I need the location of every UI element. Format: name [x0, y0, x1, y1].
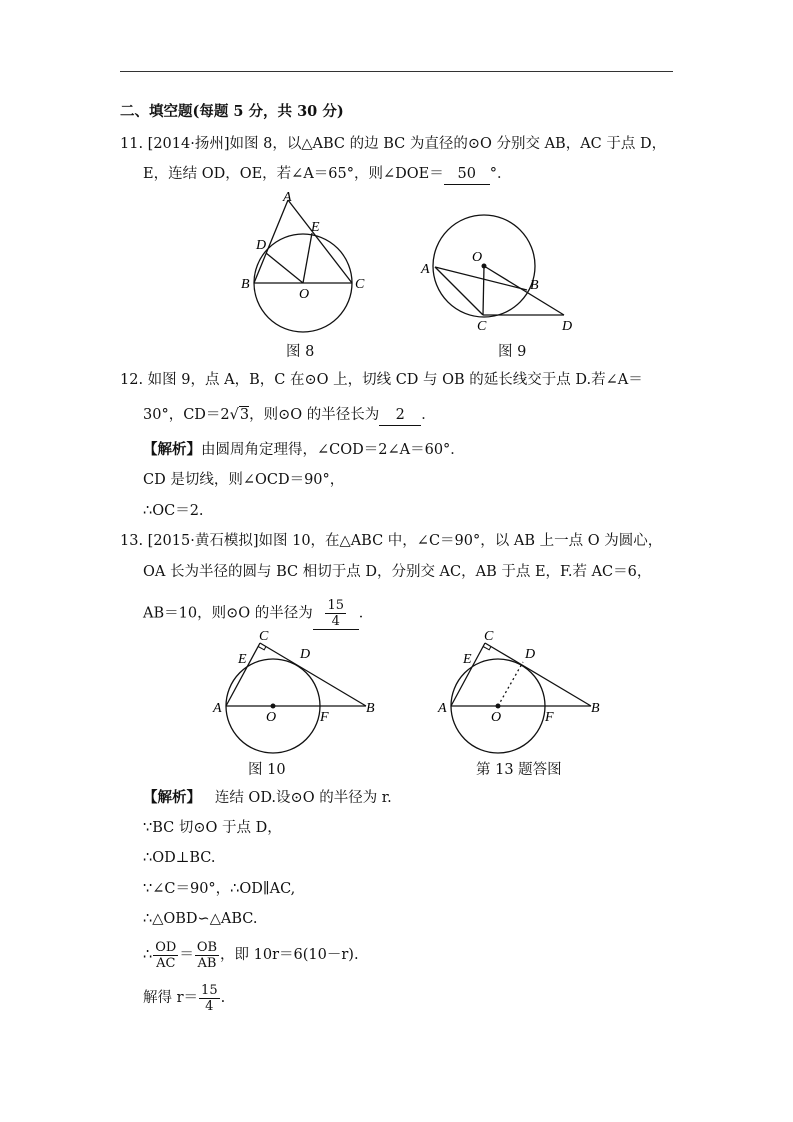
header-rule [120, 71, 673, 72]
q13-source: [2015·黄石模拟] [147, 533, 259, 549]
q13-fraction-2-numerator: OB [196, 939, 218, 955]
q13-answer-denominator: 4 [331, 614, 340, 629]
q12-text-end: ． [421, 407, 436, 423]
q13-fraction-od-ac [153, 940, 178, 971]
fig9-segment-ab [435, 267, 527, 290]
fig8-label-c: C [355, 277, 365, 292]
q13-analysis-3: ∴OD⊥BC. [143, 850, 216, 866]
fig13-dotted-od [498, 662, 523, 706]
q13-equals: ＝ [179, 947, 194, 963]
fig13-label-o: O [491, 710, 502, 725]
q13-text-3a: AB＝10，则⊙O 的半径为 [143, 605, 313, 622]
q13-analysis-1 [143, 788, 392, 808]
fig13-right-angle-mark [483, 646, 491, 650]
fig9-caption: 图 9 [498, 344, 527, 360]
sqrt-sign: √ [229, 407, 239, 423]
fig13-center-dot [496, 704, 501, 709]
q11-answer-blank: 50 [444, 164, 490, 185]
q13-fraction-2-denominator: AB [197, 955, 217, 971]
q13-analysis-5: ∴△OBD∽△ABC. [143, 911, 258, 927]
fig10-label-e: E [238, 652, 247, 667]
fig10-label-o: O [266, 710, 277, 725]
fig10-label-f: F [320, 710, 329, 725]
q13-analysis-text-1: 连结 OD.设⊙O 的半径为 r. [214, 790, 392, 806]
q11-text-2: E，连结 OD，OE，若∠A＝65°，则∠DOE＝ [143, 166, 444, 182]
q12-text-2a: 30°，CD＝2 [143, 407, 230, 423]
fig8-segment-ac [288, 200, 352, 283]
q13-line-1 [120, 531, 662, 551]
q12-answer-blank: 2 [379, 405, 421, 426]
fig13-label-c: C [484, 629, 494, 644]
q11-text-end: °． [489, 166, 512, 182]
fig10-center-dot [271, 704, 276, 709]
fig8-label-o: O [299, 287, 310, 302]
q13-analysis-6 [143, 935, 359, 975]
q12-analysis-text-1: 由圆周角定理得，∠COD＝2∠A＝60°． [201, 442, 465, 458]
fig10-label-c: C [259, 629, 269, 644]
fig13-label-e: E [463, 652, 472, 667]
q13-answer-numerator: 15 [327, 598, 344, 613]
q11-number: 11. [120, 136, 144, 152]
q13-text-end: ． [358, 605, 374, 622]
fig8-label-e: E [311, 220, 320, 235]
q13-text-1: 如图 10，在△ABC 中，∠C＝90°，以 AB 上一点 O 为圆心， [258, 533, 663, 549]
q13-analysis-2: ∵BC 切⊙O 于点 D， [143, 820, 282, 836]
q13-analysis-tag: 【解析】 [143, 789, 201, 806]
q13-fraction-1-numerator: OD [155, 939, 177, 955]
fig10-label-d: D [300, 647, 311, 662]
fig8-label-b: B [241, 277, 250, 292]
q12-text-2b: ，则⊙O 的半径长为 [249, 407, 380, 423]
fig8-segment-od [266, 253, 303, 283]
fig10-label-a: A [213, 701, 222, 716]
fig13-label-d: D [525, 647, 536, 662]
q12-number: 12. [120, 372, 144, 388]
fig9-label-d: D [562, 319, 573, 334]
fig9-label-a: A [421, 262, 430, 277]
q12-analysis-1 [143, 440, 465, 460]
q12-text-1: 如图 9，点 A，B，C 在⊙O 上，切线 CD 与 OB 的延长线交于点 D.若∠A＝ [147, 372, 643, 388]
fig8-label-a: A [283, 190, 292, 205]
q12-analysis-2: CD 是切线，则∠OCD＝90°， [143, 472, 345, 488]
fig9-segment-oc [483, 266, 484, 315]
figure-10 [208, 625, 383, 755]
q11-line-2 [143, 164, 512, 185]
q12-analysis-3: ∴OC＝2. [143, 503, 204, 519]
q13-analysis-4: ∵∠C＝90°，∴OD∥AC, [143, 881, 296, 897]
q13-solve-text: 解得 r＝ [143, 990, 199, 1006]
fig9-label-b: B [530, 278, 539, 293]
fig9-label-o: O [472, 250, 483, 265]
q13-fraction-ob-ab [195, 940, 219, 971]
q13-therefore: ∴ [143, 947, 153, 963]
fig8-caption: 图 8 [286, 344, 315, 360]
figure-8 [236, 185, 376, 335]
figure-13-answer [433, 625, 608, 755]
fig13-label-b: B [591, 701, 600, 716]
fig9-center-dot [482, 264, 487, 269]
q12-sqrt-value: 3 [239, 407, 250, 423]
q11-text-1: 如图 8，以△ABC 的边 BC 为直径的⊙O 分别交 AB，AC 于点 D， [229, 136, 667, 152]
section-title: 二、填空题(每题 5 分，共 30 分) [120, 103, 344, 120]
q13-result-numerator: 15 [201, 982, 218, 998]
q13-number: 13. [120, 533, 144, 549]
fig9-segment-od [484, 266, 564, 315]
fig10-segment-cb [260, 643, 366, 706]
q13-result-fraction [199, 983, 220, 1014]
q11-line-1 [120, 134, 666, 154]
q13-equation-text: ，即 10r＝6(10－r). [220, 947, 359, 963]
q13-fraction-1-denominator: AC [156, 955, 176, 971]
fig9-segment-ac [435, 267, 483, 315]
q13-result-denominator: 4 [205, 998, 214, 1014]
q11-source: [2014·扬州] [147, 136, 230, 152]
fig13-segment-cb [485, 643, 591, 706]
fig10-caption: 图 10 [248, 762, 286, 778]
fig9-label-c: C [477, 319, 487, 334]
fig8-label-d: D [256, 238, 267, 253]
q12-line-1 [120, 370, 643, 390]
q13-analysis-7 [143, 978, 225, 1018]
fig13-label-f: F [545, 710, 554, 725]
q13-solve-end: . [220, 990, 226, 1006]
fig13-caption: 第 13 题答图 [476, 762, 562, 778]
fig13-label-a: A [438, 701, 447, 716]
fig10-label-b: B [366, 701, 375, 716]
q12-line-2 [143, 405, 436, 426]
q12-analysis-tag: 【解析】 [143, 441, 201, 458]
fig8-segment-oe [303, 233, 312, 283]
fig10-right-angle-mark [258, 646, 266, 650]
figure-9 [415, 205, 585, 335]
q13-line-2: OA 长为半径的圆与 BC 相切于点 D，分别交 AC，AB 于点 E，F.若 AC＝6， [143, 564, 652, 580]
